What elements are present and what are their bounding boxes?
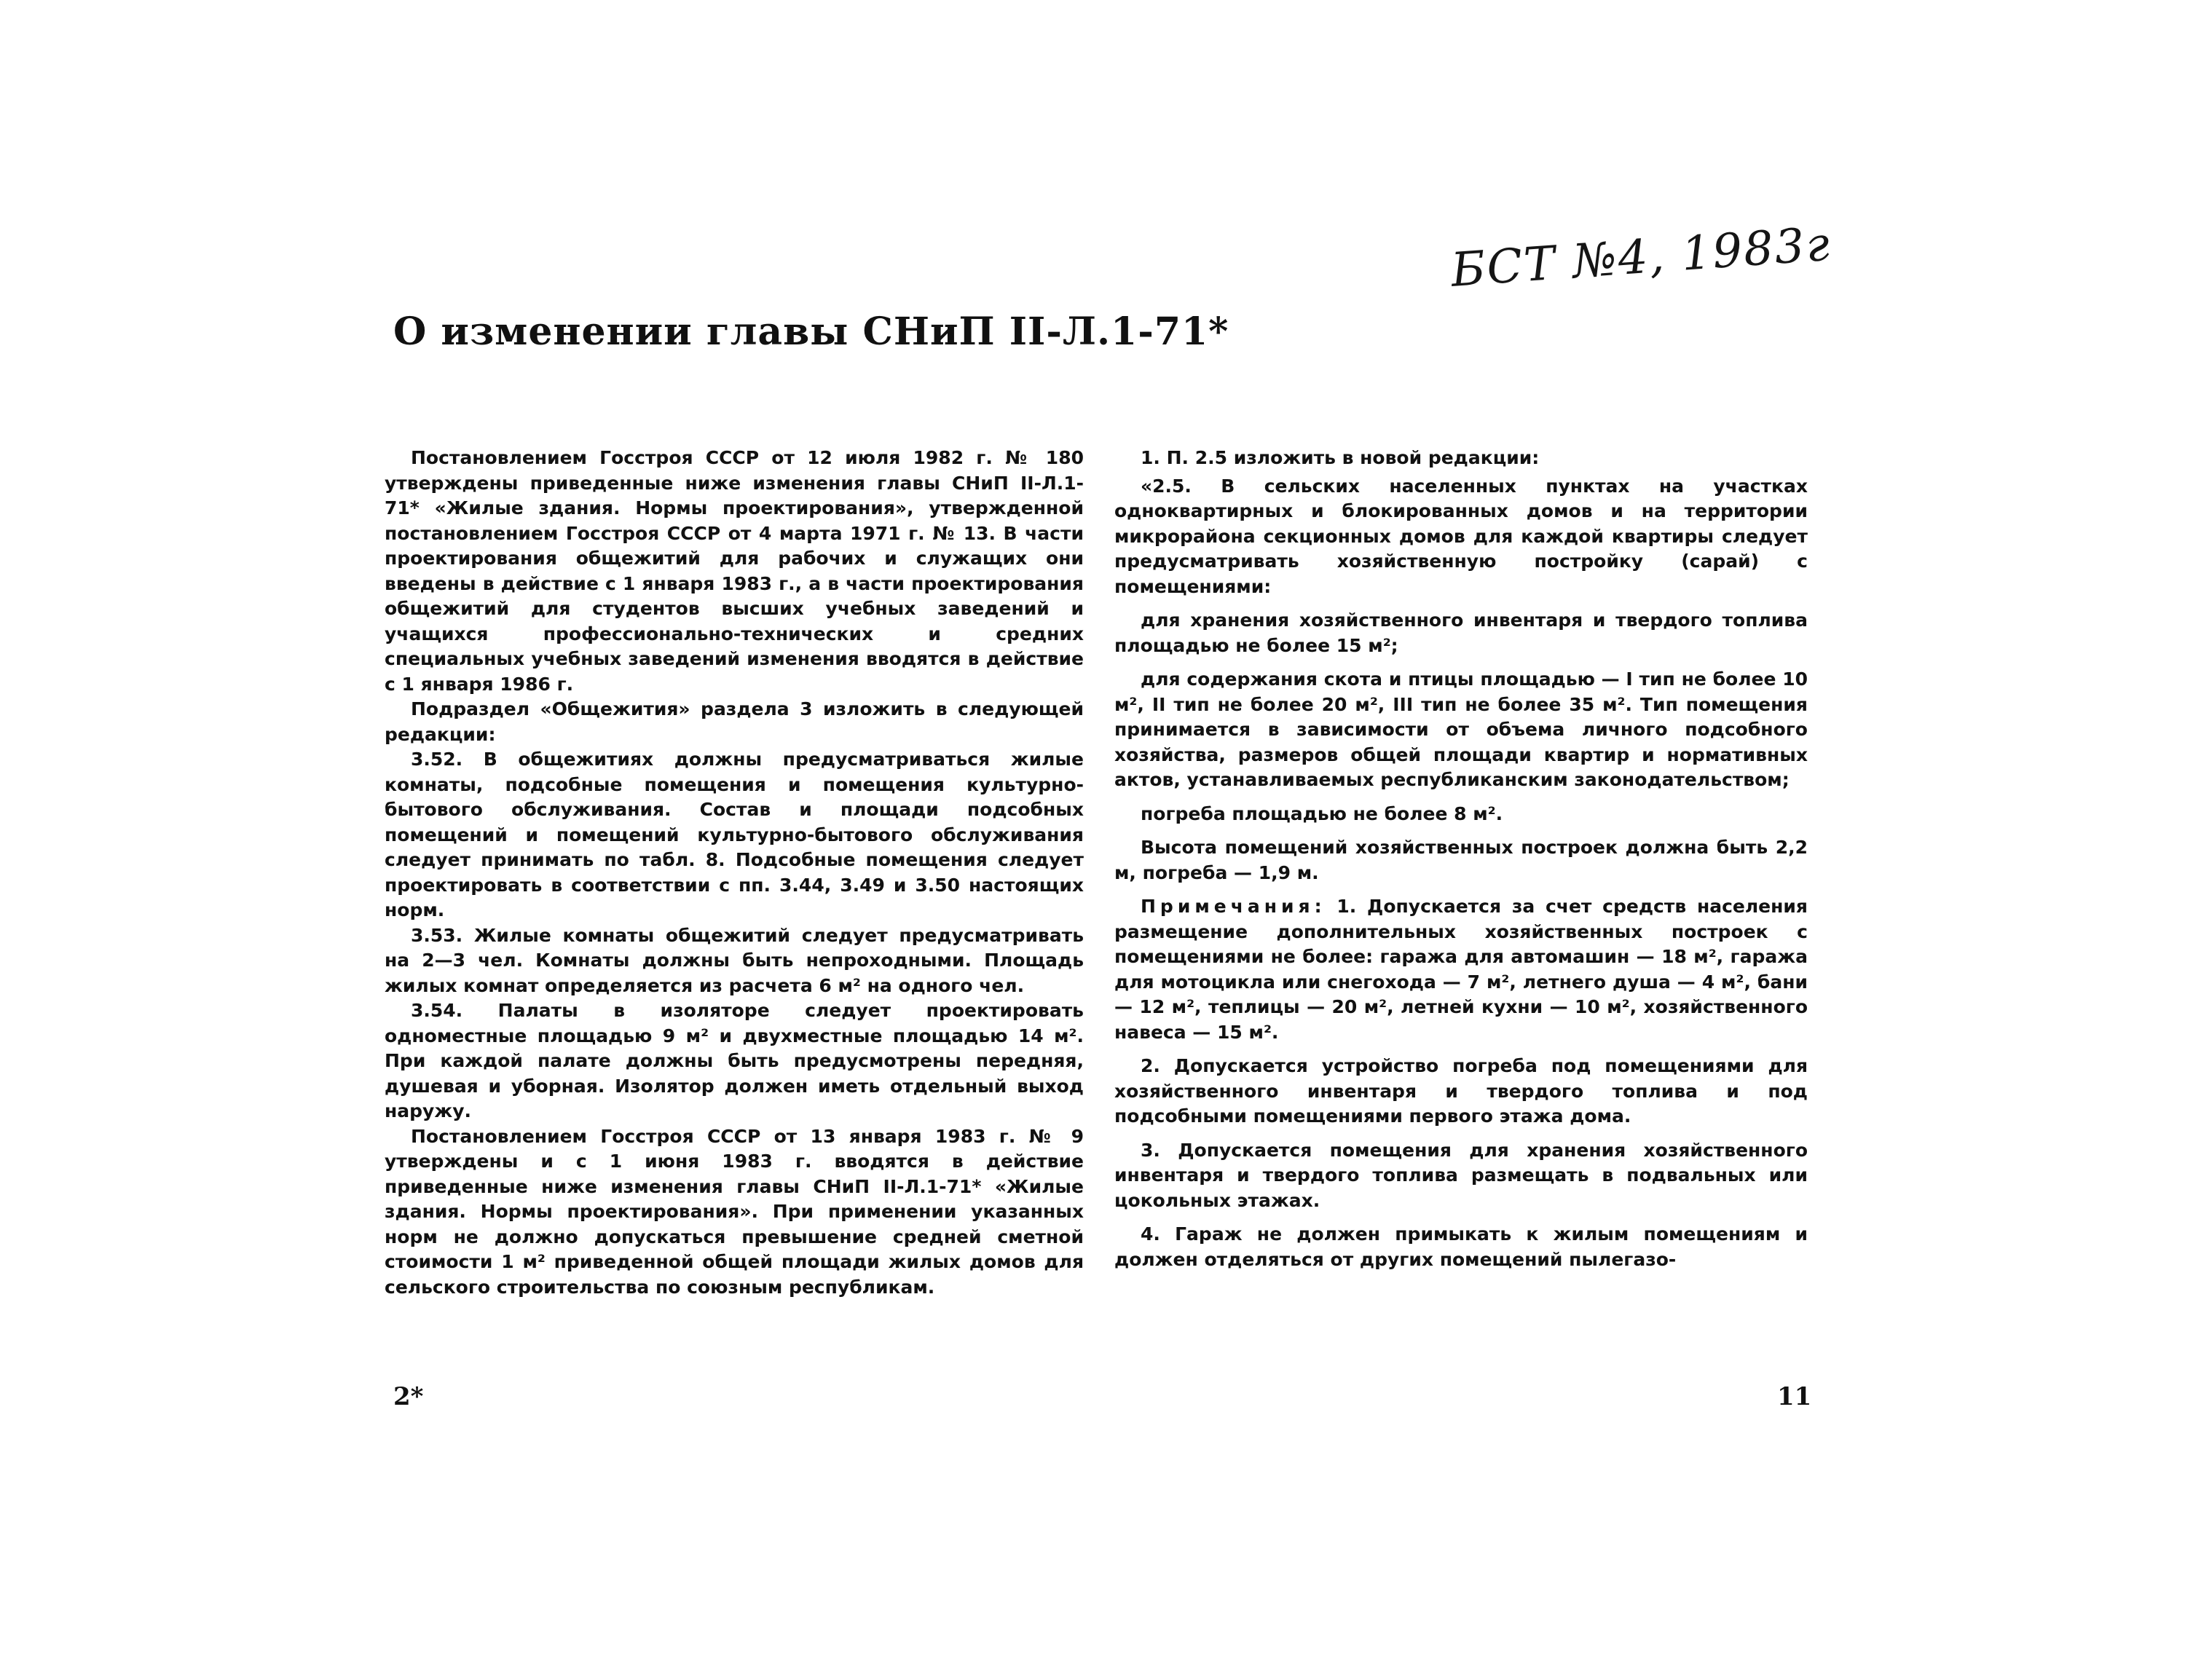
note-1-text: 1. Допускается за счет средств населения размещение дополнительных хозяйственных построек с помещениями не более: гаража для автомашин — 18 м², гаража для мотоцикла или снегохода — 7 м², летнего душа — 4 м², бани — 12 м², теплицы — 20 м², летней кухни — 10 м², хозяйственного навеса — 15 м². bbox=[1114, 896, 1808, 1043]
paragraph-storage: для хранения хозяйственного инвентаря и твердого топлива площадью не более 15 м²; bbox=[1114, 610, 1808, 656]
paragraph-2-5: «2.5. В сельских населенных пунктах на участках одноквартирных и блокированных домов и на территории микрорайона секционных домов для каждой квартиры следует предусматривать хозяйственную постройку (сарай) с помещениями: bbox=[1114, 475, 1808, 597]
note-2: 2. Допускается устройство погреба под помещениями для хозяйственного инвентаря и твердого топлива и под подсобными помещениями первого этажа дома. bbox=[1114, 1055, 1808, 1127]
page-title: О изменении главы СНиП II-Л.1-71* bbox=[393, 309, 1229, 354]
right-column bbox=[1114, 446, 1808, 1281]
paragraph-livestock: для содержания скота и птицы площадью — I тип не более 10 м², II тип не более 20 м², III тип не более 35 м². Тип помещения принимается в зависимости от объема личного подсобного хозяйства, размеров общей площади квартир и нормативных актов, устанавливаемых республиканским законодательством; bbox=[1114, 669, 1808, 790]
page-number-right: 11 bbox=[1777, 1382, 1812, 1411]
paragraph-3-53: 3.53. Жилые комнаты общежитий следует предусматривать на 2—3 чел. Комнаты должны быть непроходными. Площадь жилых комнат определяется из расчета 6 м² на одного чел. bbox=[385, 924, 1084, 996]
paragraph-resolution-1982: Постановлением Госстроя СССР от 12 июля 1982 г. № 180 утверждены приведенные ниже изменения главы СНиП II-Л.1-71* «Жилые здания. Нормы проектирования», утвержденной постановлением Госстроя СССР от 4 марта 1971 г. № 13. В части проектирования общежитий для рабочих и служащих они введены в действие с 1 января 1983 г., а в части проектирования общежитий для студентов высших учебных заведений и учащихся профессионально-технических и средних специальных учебных заведений изменения вводятся в действие с 1 января 1986 г. bbox=[385, 447, 1084, 695]
note-3: 3. Допускается помещения для хранения хозяйственного инвентаря и твердого топлива размещать в подвальных или цокольных этажах. bbox=[1114, 1139, 1808, 1211]
notes-label: Примечания: bbox=[1141, 896, 1326, 917]
paragraph-resolution-1983: Постановлением Госстроя СССР от 13 января 1983 г. № 9 утверждены и с 1 июня 1983 г. вводятся в действие приведенные ниже изменения главы СНиП II-Л.1-71* «Жилые здания. Нормы проектирования». При применении указанных норм не должно допускаться превышение средней сметной стоимости 1 м² приведенной общей площади жилых домов для сельского строительства по союзным республикам. bbox=[385, 1125, 1084, 1298]
paragraph-item-1: 1. П. 2.5 изложить в новой редакции: bbox=[1141, 447, 1540, 468]
page-number-left: 2* bbox=[393, 1382, 424, 1411]
note-1 bbox=[1114, 894, 1808, 1045]
paragraph-3-52: 3.52. В общежитиях должны предусматриваться жилые комнаты, подсобные помещения и помещения культурно-бытового обслуживания. Состав и площади подсобных помещений и помещений культурно-бытового обслуживания следует принимать по табл. 8. Подсобные помещения следует проектировать в соответствии с пп. 3.44, 3.49 и 3.50 настоящих норм. bbox=[385, 749, 1084, 920]
paragraph-subsection: Подраздел «Общежития» раздела 3 изложить в следующей редакции: bbox=[385, 698, 1084, 745]
paragraph-3-54: 3.54. Палаты в изоляторе следует проектировать одноместные площадью 9 м² и двухместные площадью 14 м². При каждой палате должны быть предусмотрены передняя, душевая и уборная. Изолятор должен иметь отдельный выход наружу. bbox=[385, 1000, 1084, 1121]
left-column bbox=[385, 446, 1084, 1300]
note-4: 4. Гараж не должен примыкать к жилым помещениям и должен отделяться от других помещений пылегазо- bbox=[1114, 1223, 1808, 1270]
handwritten-note: БСТ №4, 1983г bbox=[1449, 217, 1833, 298]
paragraph-cellar: погреба площадью не более 8 м². bbox=[1141, 802, 1503, 824]
paragraph-height: Высота помещений хозяйственных построек должна быть 2,2 м, погреба — 1,9 м. bbox=[1114, 837, 1808, 883]
